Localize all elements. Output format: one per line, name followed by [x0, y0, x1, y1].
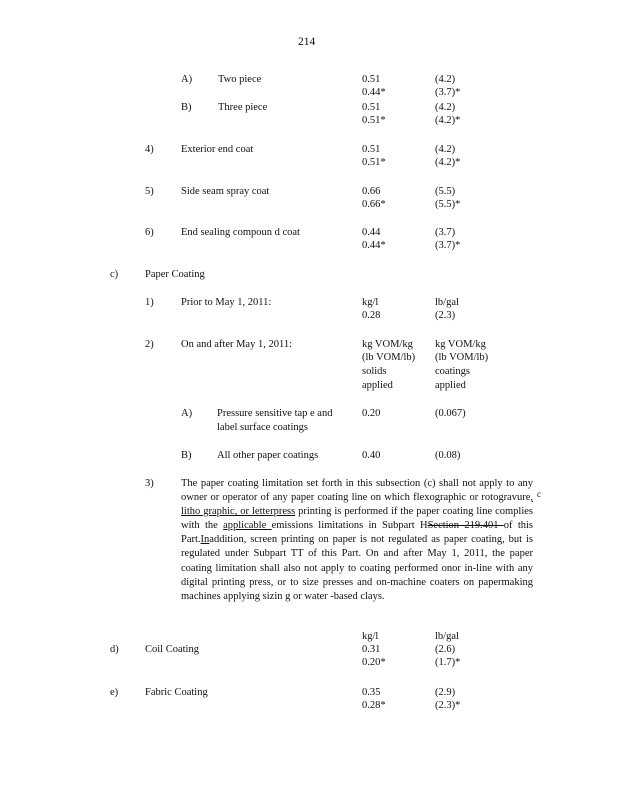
- value-side-seam-kg-star: 0.66*: [362, 199, 386, 210]
- note-line: applying sizin g or water -based clays.: [223, 590, 385, 602]
- value-fabric-kg-star: 0.28*: [362, 700, 386, 711]
- note-line: to any owner or operator of any paper coating line on which flexographic: [181, 478, 534, 504]
- label-prior: Prior to May 1, 2011:: [181, 297, 272, 308]
- heading-fabric-coating: Fabric Coating: [145, 687, 208, 698]
- unit-after-solids-2: (lb VOM/lb): [362, 352, 416, 363]
- value-two-piece-lb: (4.2): [435, 74, 456, 85]
- marker-two-piece: A): [181, 74, 193, 85]
- value-pressure-kg: 0.20: [362, 408, 381, 419]
- value-prior-kg: 0.28: [362, 310, 381, 321]
- value-coil-kg: 0.31: [362, 644, 381, 655]
- heading-paper-coating: Paper Coating: [145, 269, 205, 280]
- label-after: On and after May 1, 2011:: [181, 339, 292, 350]
- value-coil-lb: (2.6): [435, 644, 456, 655]
- unit-after-coatings-4: applied: [435, 380, 466, 391]
- note-inserted-text: , litho graphic, or letterpress: [181, 492, 534, 518]
- note-line: press, or to size presses and on-machine coaters on papermaking machines: [181, 576, 534, 602]
- unit-after-solids-4: applied: [362, 380, 393, 391]
- label-three-piece: Three piece: [218, 102, 268, 113]
- note-inserted-text: applicable: [223, 520, 272, 532]
- unit-prior-lb: lb/gal: [435, 297, 459, 308]
- note-line: paper is not regulated as paper coating, but is regulated under Subpart TT: [181, 534, 533, 560]
- label-end-sealing: End sealing compoun d coat: [181, 227, 300, 238]
- marker-exterior: 4): [145, 144, 154, 155]
- marker-end-sealing: 6): [145, 227, 154, 238]
- note-line: or rotogravure: [469, 492, 531, 504]
- value-prior-lb: (2.3): [435, 310, 456, 321]
- marker-after: 2): [145, 339, 154, 350]
- note-inserted-text: In: [200, 534, 210, 546]
- note-line: paper coating line complies with the: [181, 506, 533, 532]
- marker-coil: d): [110, 644, 119, 655]
- unit-after-coatings-1: kg VOM/kg: [435, 339, 486, 350]
- value-other-paper-lb: (0.08): [435, 450, 461, 461]
- label-pressure-line2: label surface coatings: [217, 422, 308, 433]
- label-two-piece: Two piece: [218, 74, 262, 85]
- unit-prior-kg: kg/l: [362, 297, 379, 308]
- marker-three-piece: B): [181, 102, 192, 113]
- note-deleted-text: Section 219.401: [427, 520, 504, 532]
- value-fabric-kg: 0.35: [362, 687, 381, 698]
- value-end-sealing-kg-star: 0.44*: [362, 240, 386, 251]
- value-exterior-kg: 0.51: [362, 144, 381, 155]
- value-two-piece-lb-star: (3.7)*: [435, 87, 461, 98]
- marker-side-seam: 5): [145, 186, 154, 197]
- label-side-seam: Side seam spray coat: [181, 186, 270, 197]
- note-line: addition, screen printing on: [209, 534, 329, 546]
- marker-paper-coating: c): [110, 269, 119, 280]
- unit-after-coatings-2: (lb VOM/lb): [435, 352, 489, 363]
- label-other-paper: All other paper coatings: [217, 450, 319, 461]
- value-exterior-kg-star: 0.51*: [362, 157, 386, 168]
- unit-after-coatings-3: coatings: [435, 366, 470, 377]
- value-coil-lb-star: (1.7)*: [435, 657, 461, 668]
- unit-coil-lb: lb/gal: [435, 631, 459, 642]
- value-pressure-lb: (0.067): [435, 408, 466, 419]
- heading-coil-coating: Coil Coating: [145, 644, 199, 655]
- value-end-sealing-lb-star: (3.7)*: [435, 240, 461, 251]
- unit-coil-kg: kg/l: [362, 631, 379, 642]
- value-side-seam-kg: 0.66: [362, 186, 381, 197]
- unit-after-solids-1: kg VOM/kg: [362, 339, 413, 350]
- page-number: 214: [298, 36, 316, 48]
- value-fabric-lb-star: (2.3)*: [435, 700, 461, 711]
- unit-after-solids-3: solids: [362, 366, 387, 377]
- label-pressure-line1: Pressure sensitive tap e and: [217, 408, 333, 419]
- marker-other-paper: B): [181, 450, 192, 461]
- value-other-paper-kg: 0.40: [362, 450, 381, 461]
- label-exterior: Exterior end coat: [181, 144, 254, 155]
- note-line: emissions limitations in: [271, 520, 377, 532]
- value-end-sealing-kg: 0.44: [362, 227, 381, 238]
- value-two-piece-kg: 0.51: [362, 74, 381, 85]
- note-line: printing is performed if the: [295, 506, 414, 518]
- note-line: of this Part. On and after May 1, 2011, the paper coating limitation shall: [181, 548, 533, 574]
- note-paragraph: [181, 477, 533, 604]
- note-line: of this Part.: [181, 520, 534, 546]
- value-side-seam-lb-star: (5.5)*: [435, 199, 461, 210]
- value-three-piece-kg-star: 0.51*: [362, 115, 386, 126]
- marker-pressure: A): [181, 408, 193, 419]
- value-two-piece-kg-star: 0.44*: [362, 87, 386, 98]
- note-line: Subpart H: [382, 520, 428, 532]
- value-fabric-lb: (2.9): [435, 687, 456, 698]
- note-line: also not apply to coating performed onor in-line with any digital printing: [181, 562, 533, 588]
- margin-mark: c: [537, 489, 541, 499]
- value-three-piece-lb-star: (4.2)*: [435, 115, 461, 126]
- value-side-seam-lb: (5.5): [435, 186, 456, 197]
- value-exterior-lb-star: (4.2)*: [435, 157, 461, 168]
- value-three-piece-lb: (4.2): [435, 102, 456, 113]
- marker-fabric: e): [110, 687, 119, 698]
- value-coil-kg-star: 0.20*: [362, 657, 386, 668]
- marker-note: 3): [145, 478, 154, 489]
- marker-prior: 1): [145, 297, 154, 308]
- value-three-piece-kg: 0.51: [362, 102, 381, 113]
- value-end-sealing-lb: (3.7): [435, 227, 456, 238]
- value-exterior-lb: (4.2): [435, 144, 456, 155]
- note-line: The paper coating limitation set forth in this subsection (c) shall not apply: [181, 478, 503, 489]
